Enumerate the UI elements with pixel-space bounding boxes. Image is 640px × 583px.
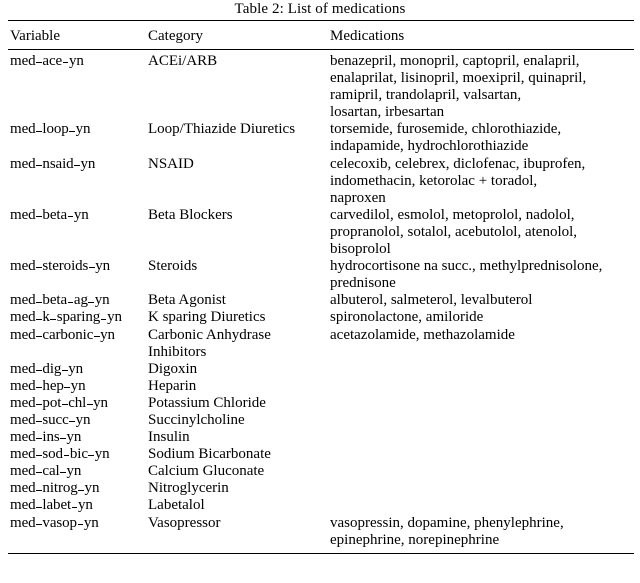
cell-category xyxy=(146,515,328,549)
column-header-row xyxy=(8,25,634,49)
cell-variable: med nitrog yn xyxy=(10,480,100,497)
text-line: propranolol, sotalol, acebutolol, atenolol, xyxy=(330,223,578,240)
cell-variable: med beta ag yn xyxy=(10,292,110,309)
cell-variable: med k sparing yn xyxy=(10,309,122,326)
text-line: hydrocortisone na succ., methylprednisolone, xyxy=(330,258,603,275)
text-line: Nitroglycerin xyxy=(148,480,229,497)
cell-medications xyxy=(328,480,634,497)
cell-category xyxy=(146,361,328,378)
cell-medications xyxy=(328,292,634,309)
cell-category xyxy=(146,327,328,361)
cell-medications xyxy=(328,515,634,549)
text-line: Inhibitors xyxy=(148,343,207,360)
text-line: Succinylcholine xyxy=(148,411,245,428)
table-row xyxy=(8,156,634,207)
text-line: Loop/Thiazide Diuretics xyxy=(148,121,296,138)
cell-variable: med sod bic yn xyxy=(10,446,110,463)
table-row xyxy=(8,378,634,395)
table-row xyxy=(8,515,634,549)
text-line: Calcium Gluconate xyxy=(148,463,265,480)
text-line: Insulin xyxy=(148,429,190,446)
table-row xyxy=(8,497,634,514)
cell-medications xyxy=(328,258,634,292)
cell-category xyxy=(146,429,328,446)
table-header xyxy=(8,20,634,53)
text-line: NSAID xyxy=(148,155,194,172)
table-row xyxy=(8,121,634,155)
cell-medications xyxy=(328,446,634,463)
table-row xyxy=(8,463,634,480)
text-line: torsemide, furosemide, chlorothiazide, xyxy=(330,121,562,138)
column-header-variable: Variable xyxy=(10,28,60,44)
cell-medications xyxy=(328,412,634,429)
cell-category xyxy=(146,53,328,121)
table-row xyxy=(8,480,634,497)
cell-medications xyxy=(328,463,634,480)
cell-category xyxy=(146,258,328,292)
text-line: Vasopressor xyxy=(148,514,221,531)
text-line: celecoxib, celebrex, diclofenac, ibuprofen, xyxy=(330,155,586,172)
cell-variable: med beta yn xyxy=(10,206,89,223)
text-line: Sodium Bicarbonate xyxy=(148,446,271,463)
cell-variable: med ins yn xyxy=(10,429,82,446)
cell-variable: med pot chl yn xyxy=(10,394,108,411)
table-row xyxy=(8,207,634,258)
text-line: Carbonic Anhydrase xyxy=(148,326,271,343)
text-line: spironolactone, amiloride xyxy=(330,309,484,326)
cell-category xyxy=(146,446,328,463)
cell-medications xyxy=(328,121,634,155)
text-line: benazepril, monopril, captopril, enalapril, xyxy=(330,53,580,69)
cell-medications xyxy=(328,156,634,207)
text-line: acetazolamide, methazolamide xyxy=(330,326,515,343)
cell-medications xyxy=(328,361,634,378)
cell-medications xyxy=(328,207,634,258)
cell-variable: med vasop yn xyxy=(10,514,99,531)
cell-variable: med cal yn xyxy=(10,463,82,480)
text-line: Digoxin xyxy=(148,360,198,377)
table-caption: Table 2: List of medications xyxy=(234,1,406,17)
text-line: losartan, irbesartan xyxy=(330,104,445,121)
cell-medications xyxy=(328,395,634,412)
cell-medications xyxy=(328,53,634,121)
cell-category xyxy=(146,395,328,412)
table-row xyxy=(8,292,634,309)
cell-category xyxy=(146,121,328,155)
text-line: ramipril, trandolapril, valsartan, xyxy=(330,87,522,104)
medications-table xyxy=(8,20,634,554)
text-line: ACEi/ARB xyxy=(148,53,218,69)
cell-category xyxy=(146,156,328,207)
table-row xyxy=(8,412,634,429)
column-header-medications: Medications xyxy=(330,28,405,44)
cell-category xyxy=(146,497,328,514)
cell-medications xyxy=(328,327,634,361)
text-line: albuterol, salmeterol, levalbuterol xyxy=(330,292,533,309)
cell-category xyxy=(146,309,328,326)
cell-category xyxy=(146,480,328,497)
text-line: vasopressin, dopamine, phenylephrine, xyxy=(330,514,564,531)
table-container xyxy=(0,20,640,554)
table-row xyxy=(8,446,634,463)
cell-category xyxy=(146,207,328,258)
table-row xyxy=(8,361,634,378)
table-row xyxy=(8,395,634,412)
text-line: Steroids xyxy=(148,258,198,275)
table-row xyxy=(8,429,634,446)
text-line: Beta Agonist xyxy=(148,292,226,309)
text-line: indapamide, hydrochlorothiazide xyxy=(330,138,529,155)
cell-medications xyxy=(328,497,634,514)
cell-variable: med steroids yn xyxy=(10,258,110,275)
cell-medications xyxy=(328,378,634,395)
text-line: indomethacin, ketorolac + toradol, xyxy=(330,172,538,189)
text-line: epinephrine, norepinephrine xyxy=(330,531,500,548)
table-row xyxy=(8,258,634,292)
cell-variable: med labet yn xyxy=(10,497,93,514)
text-line: naproxen xyxy=(330,189,386,206)
text-line: K sparing Diuretics xyxy=(148,309,266,326)
text-line: Beta Blockers xyxy=(148,206,233,223)
text-line: prednisone xyxy=(330,275,396,292)
text-line: Heparin xyxy=(148,377,197,394)
cell-category xyxy=(146,463,328,480)
text-line: carvedilol, esmolol, metoprolol, nadolol, xyxy=(330,206,575,223)
cell-medications xyxy=(328,309,634,326)
cell-medications xyxy=(328,429,634,446)
cell-variable: med carbonic yn xyxy=(10,326,115,343)
cell-category xyxy=(146,292,328,309)
text-line: enalaprilat, lisinopril, moexipril, quinapril, xyxy=(330,70,587,87)
table-footer xyxy=(8,549,634,554)
cell-variable: med succ yn xyxy=(10,411,91,428)
text-line: bisoprolol xyxy=(330,241,391,258)
table-row xyxy=(8,309,634,326)
cell-category xyxy=(146,412,328,429)
cell-variable: med hep yn xyxy=(10,377,86,394)
cell-variable: med loop yn xyxy=(10,121,91,138)
bottom-rule xyxy=(8,553,634,554)
table-row xyxy=(8,53,634,121)
cell-variable: med dig yn xyxy=(10,360,83,377)
text-line: Potassium Chloride xyxy=(148,394,266,411)
text-line: Labetalol xyxy=(148,497,205,514)
cell-category xyxy=(146,378,328,395)
cell-variable: med ace yn xyxy=(10,53,84,69)
cell-variable: med nsaid yn xyxy=(10,155,96,172)
table-body xyxy=(8,53,634,549)
column-header-category: Category xyxy=(148,28,203,44)
table-row xyxy=(8,327,634,361)
